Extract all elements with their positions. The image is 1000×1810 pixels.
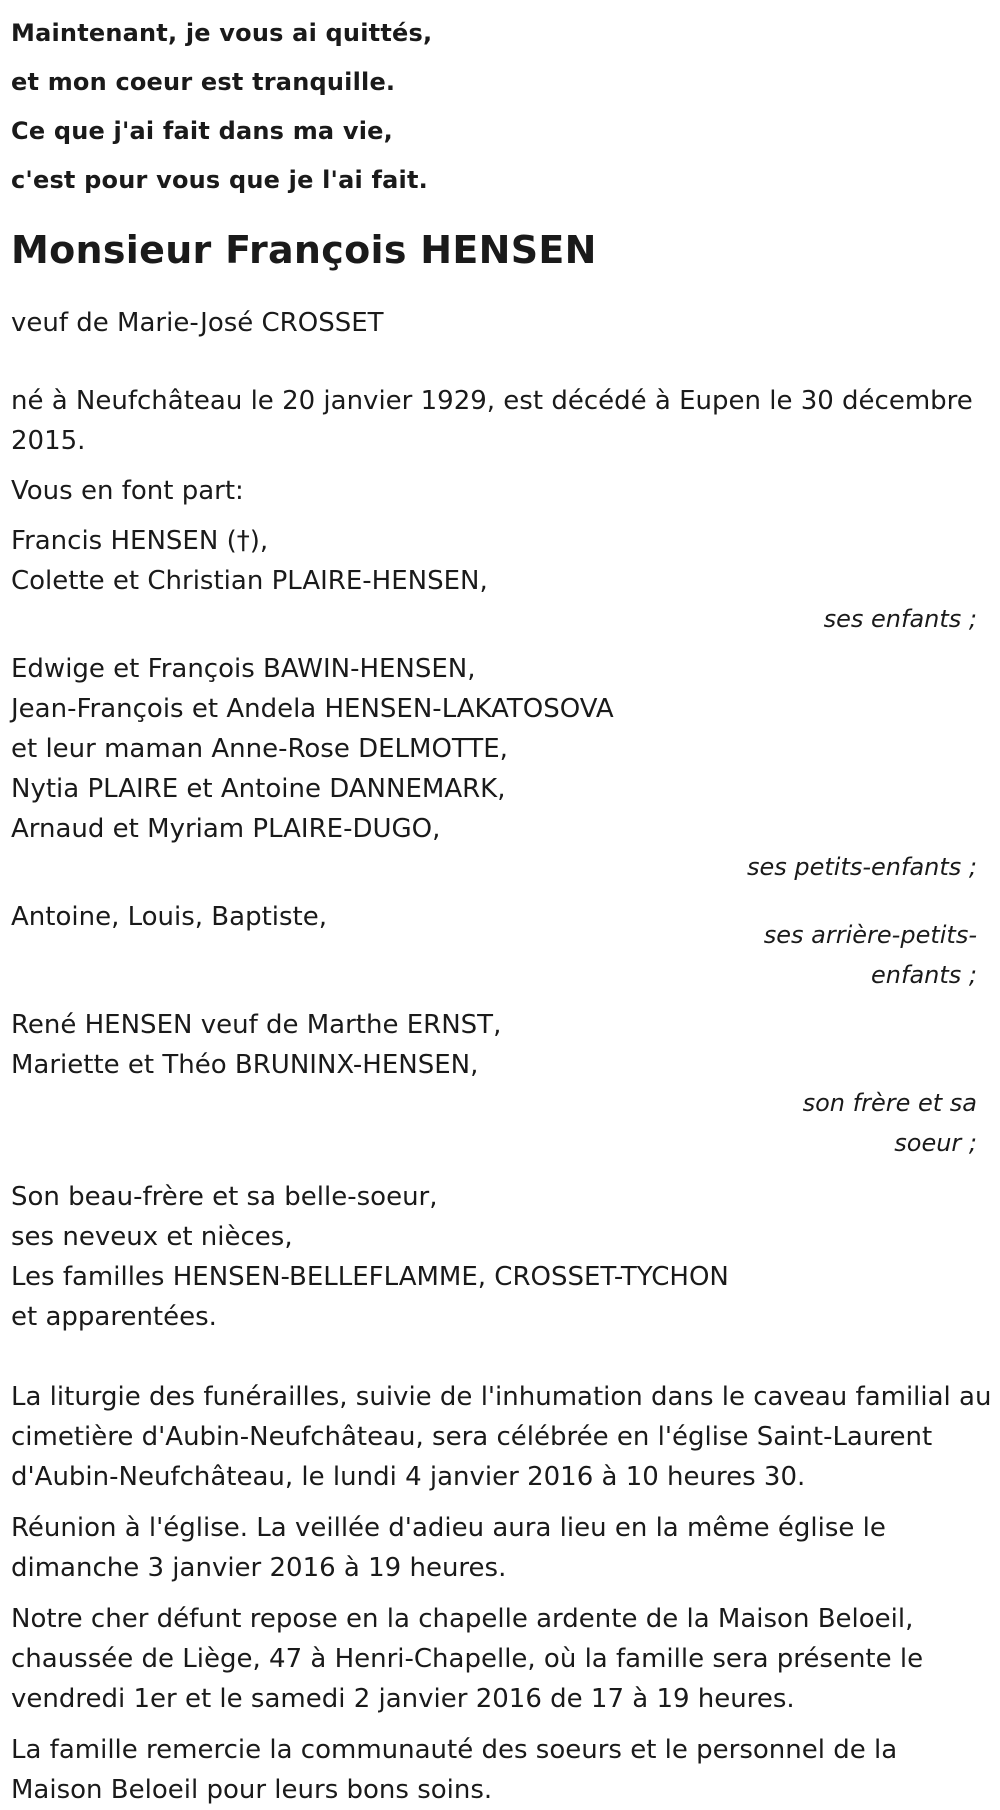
poem-line: Ce que j'ai fait dans ma vie,: [11, 117, 393, 145]
role-label: son frère et sa soeur ;: [802, 1089, 977, 1157]
relative-line: Son beau-frère et sa belle-soeur,: [11, 1182, 438, 1212]
thanks-paragraph: La famille remercie la communauté des soeurs et le personnel de la Maison Beloeil pour leurs bons soins.: [11, 1735, 898, 1805]
family-member: Jean-François et Andela HENSEN-LAKATOSOVA: [11, 694, 614, 724]
widow-line: veuf de Marie-José CROSSET: [11, 308, 384, 338]
deceased-name: Monsieur François HENSEN: [11, 228, 597, 272]
family-member: Edwige et François BAWIN-HENSEN,: [11, 654, 476, 684]
family-member: Francis HENSEN (†),: [11, 526, 269, 556]
vigil-paragraph: Réunion à l'église. La veillée d'adieu aura lieu en la même église le dimanche 3 janvier 2016 à 19 heures.: [11, 1513, 886, 1583]
visitation-paragraph: Notre cher défunt repose en la chapelle ardente de la Maison Beloeil, chaussée de Liège, 47 à Henri-Chapelle, où la famille sera présente le vendredi 1er et le samedi 2 janvier 2016 de 17 à 19 heures.: [11, 1604, 924, 1714]
relative-line: Les familles HENSEN-BELLEFLAMME, CROSSET-TYCHON: [11, 1262, 729, 1292]
family-member: René HENSEN veuf de Marthe ERNST,: [11, 1010, 502, 1040]
family-member: Mariette et Théo BRUNINX-HENSEN,: [11, 1050, 479, 1080]
family-member: Arnaud et Myriam PLAIRE-DUGO,: [11, 814, 441, 844]
family-member: Antoine, Louis, Baptiste,: [11, 902, 327, 932]
role-label-wrapper: [0, 1083, 988, 1163]
role-label: ses petits-enfants ;: [746, 853, 977, 881]
relative-line: ses neveux et nièces,: [11, 1222, 293, 1252]
family-group-children: [11, 521, 990, 601]
family-member: et leur maman Anne-Rose DELMOTTE,: [11, 734, 508, 764]
role-label: ses enfants ;: [823, 605, 977, 633]
family-group-siblings: [11, 1005, 990, 1085]
funeral-paragraph: La liturgie des funérailles, suivie de l'inhumation dans le caveau familial au cimetière d'Aubin-Neufchâteau, sera célébrée en l'église Saint-Laurent d'Aubin-Neufchâteau, le lundi 4 janvier 2016 à 10 heures 30.: [11, 1382, 992, 1492]
birth-death-line: né à Neufchâteau le 20 janvier 1929, est décédé à Eupen le 30 décembre 2015.: [11, 386, 973, 456]
poem-line: Maintenant, je vous ai quittés,: [11, 19, 433, 47]
poem-line: c'est pour vous que je l'ai fait.: [11, 166, 428, 194]
other-relatives: [11, 1177, 990, 1337]
poem-line: et mon coeur est tranquille.: [11, 68, 396, 96]
family-member: Colette et Christian PLAIRE-HENSEN,: [11, 566, 488, 596]
poem: [11, 0, 990, 205]
announcement-intro: Vous en font part:: [11, 476, 244, 506]
role-label: ses arrière-petits-enfants ;: [763, 921, 977, 989]
ceremony-info: [11, 1377, 996, 1810]
family-member: Nytia PLAIRE et Antoine DANNEMARK,: [11, 774, 506, 804]
family-group-grandchildren: [11, 649, 990, 849]
relative-line: et apparentées.: [11, 1302, 217, 1332]
